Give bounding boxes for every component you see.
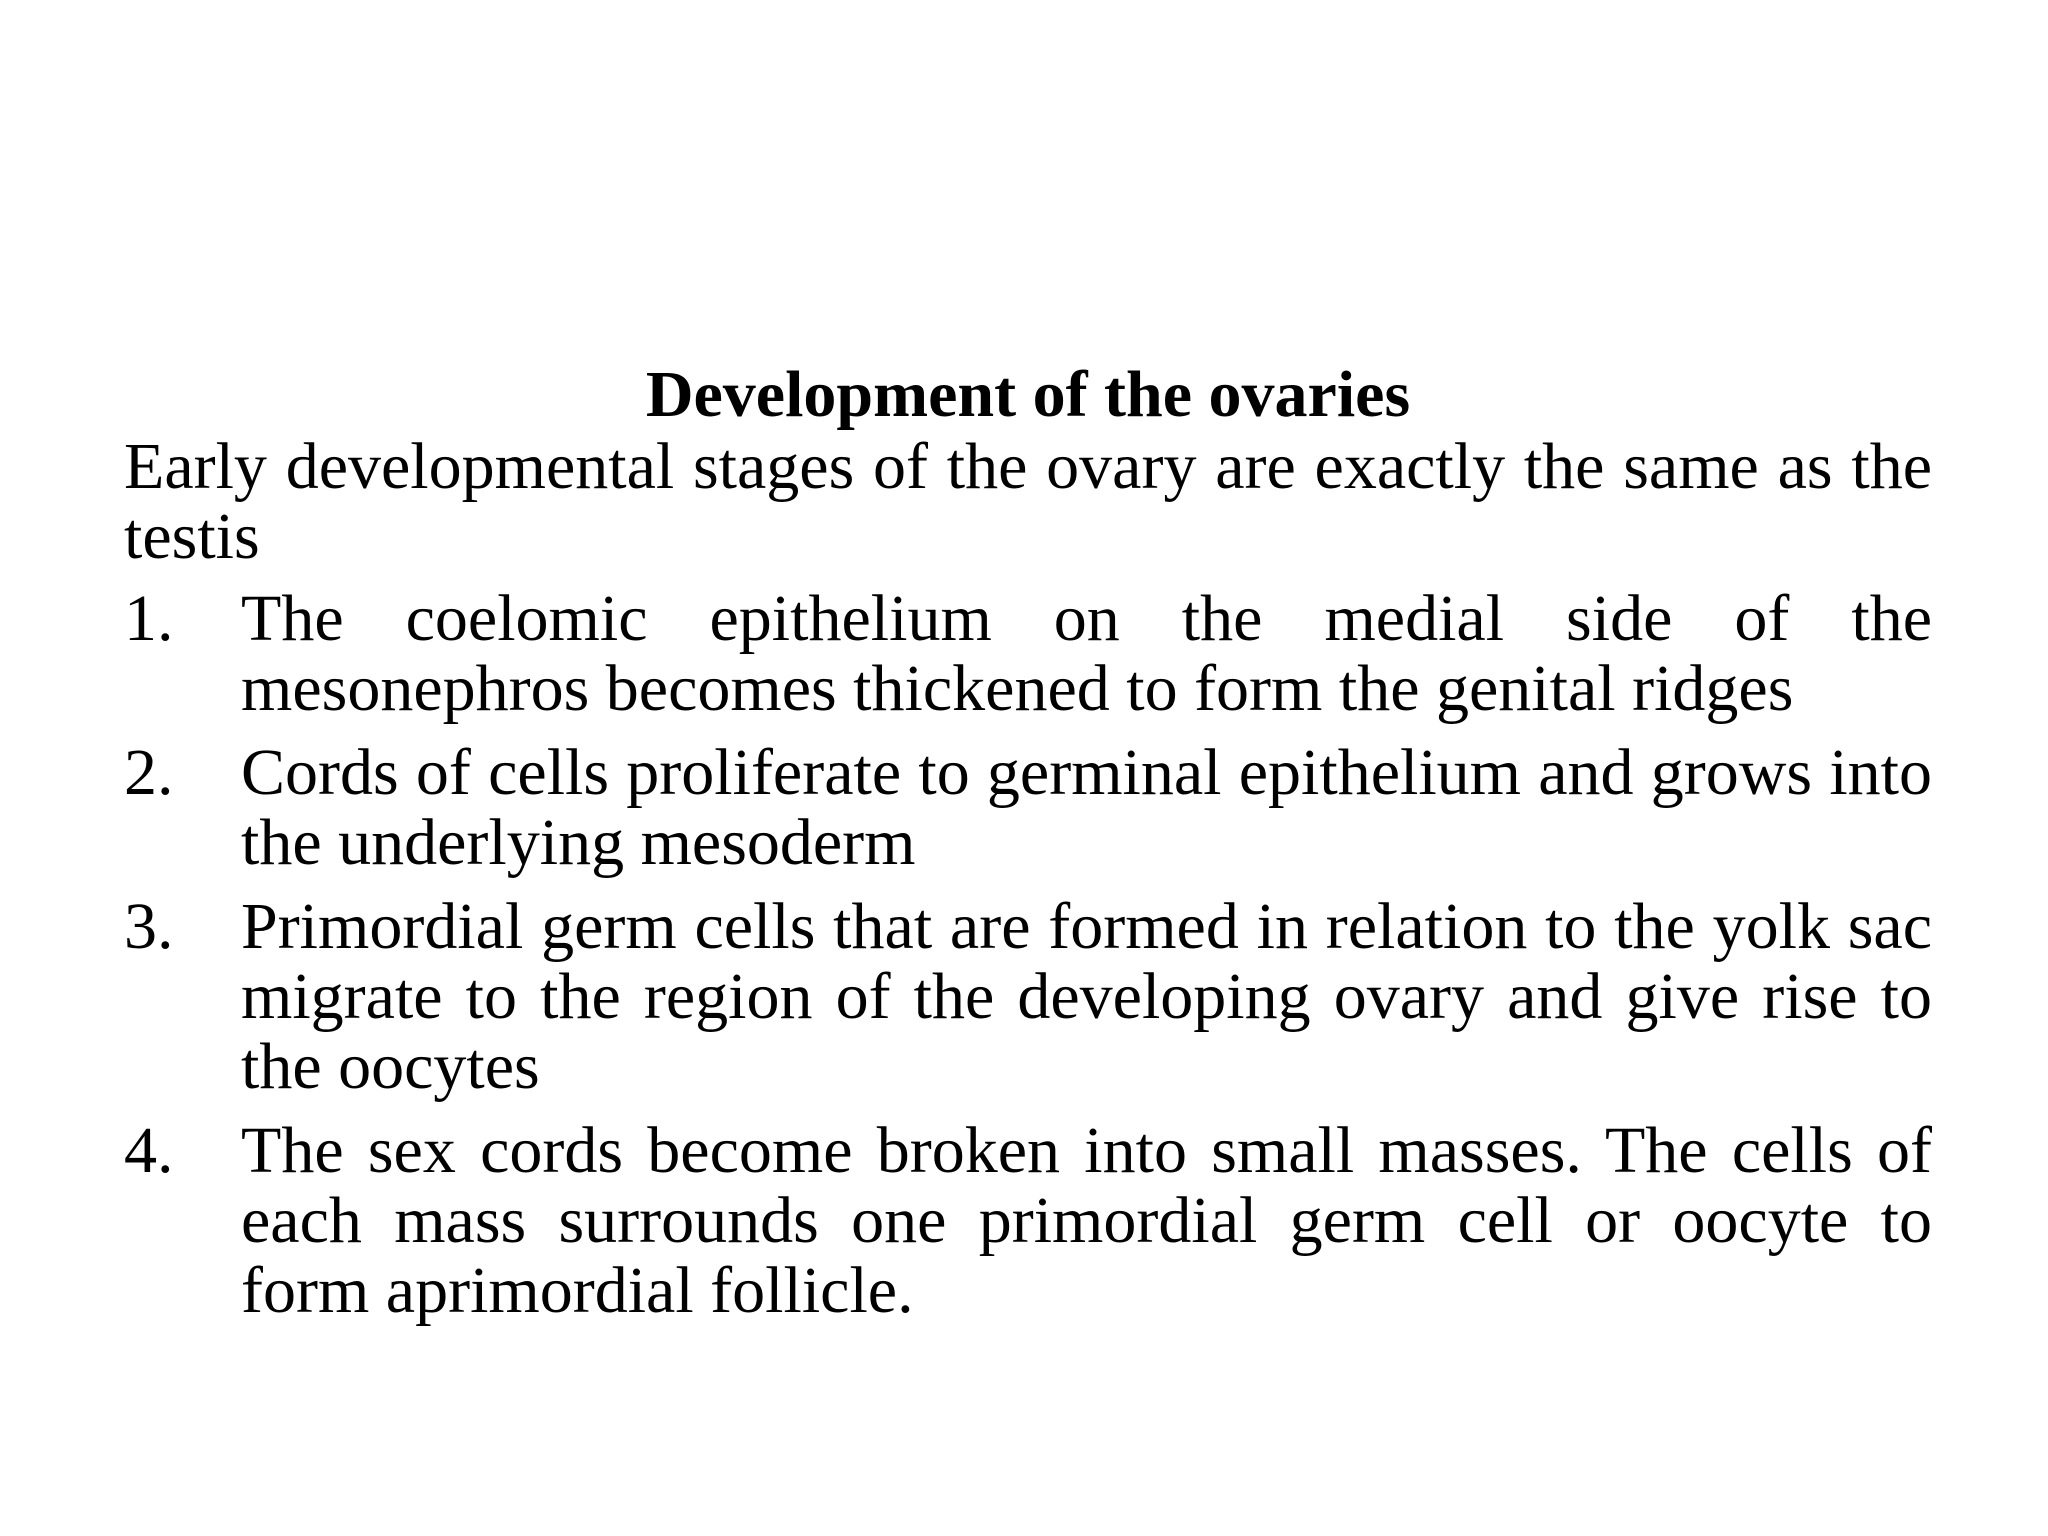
list-item-number: 4. bbox=[124, 1114, 174, 1187]
list-item-number: 1. bbox=[124, 582, 174, 655]
slide-content bbox=[124, 360, 1932, 1340]
intro-paragraph: Early developmental stages of the ovary are exactly the same as the testis bbox=[124, 430, 1932, 573]
list-item-text: Cords of cells proliferate to germinal epithelium and grows into the underlying mesoderm bbox=[241, 736, 1932, 879]
list-item-text: The coelomic epithelium on the medial side of the mesonephros becomes thickened to form the genital ridges bbox=[241, 582, 1932, 725]
list-item-number: 2. bbox=[124, 736, 174, 809]
list-item-number: 3. bbox=[124, 890, 174, 963]
list-item-text: The sex cords become broken into small masses. The cells of each mass surrounds one primordial germ cell or oocyte to form aprimordial follicle. bbox=[241, 1114, 1932, 1327]
list-item bbox=[124, 892, 1932, 1102]
list-item bbox=[124, 738, 1932, 878]
development-steps-list bbox=[124, 584, 1932, 1326]
list-item bbox=[124, 584, 1932, 724]
slide-title: Development of the ovaries bbox=[645, 358, 1411, 431]
list-item bbox=[124, 1116, 1932, 1326]
list-item-text: Primordial germ cells that are formed in relation to the yolk sac migrate to the region of the developing ovary and give rise to the oocytes bbox=[241, 890, 1932, 1103]
